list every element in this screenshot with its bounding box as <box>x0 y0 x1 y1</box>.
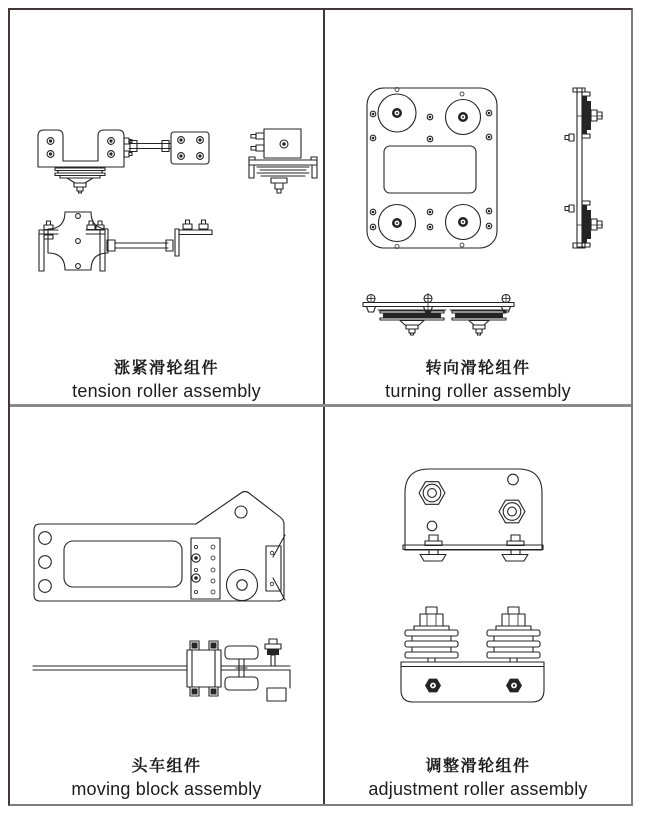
moving-block-assembly-drawing <box>33 492 290 702</box>
caption-moving-block <box>10 758 323 800</box>
moving-block-label-en: moving block assembly <box>71 779 262 800</box>
turning-roller-label-zh: 转向滑轮组件 <box>425 360 531 377</box>
adjustment-roller-label-en: adjustment roller assembly <box>368 779 588 800</box>
turning-roller-plate-view <box>367 88 497 249</box>
moving-block-label-zh: 头车组件 <box>131 758 202 775</box>
caption-turning-roller <box>325 360 631 402</box>
tension-roller-assembly-drawing <box>38 129 317 271</box>
moving-block-top-view <box>34 492 285 602</box>
tension-roller-label-en: tension roller assembly <box>72 381 261 402</box>
adjustment-roller-bottom-view <box>401 607 544 702</box>
moving-block-bottom-view <box>33 639 290 701</box>
turning-roller-side-view <box>565 88 603 248</box>
roller-hubs <box>392 108 468 228</box>
caption-adjustment-roller <box>325 758 631 800</box>
caption-tension-roller <box>10 360 323 402</box>
tension-roller-side-view <box>249 129 317 193</box>
turning-roller-bottom-view <box>363 293 514 335</box>
turning-roller-label-en: turning roller assembly <box>385 381 571 402</box>
hanging-pulleys <box>378 310 508 335</box>
bar-bolts <box>367 295 511 313</box>
tension-roller-label-zh: 涨紧滑轮组件 <box>113 360 219 377</box>
adjustment-roller-assembly-drawing <box>401 469 544 702</box>
tension-roller-bottom-view <box>39 212 212 271</box>
plate-bolt-holes <box>370 110 492 230</box>
turning-roller-assembly-drawing <box>363 88 603 336</box>
tension-roller-front-view <box>38 130 209 193</box>
adjustment-roller-label-zh: 调整滑轮组件 <box>425 758 531 775</box>
adjustment-roller-front-view <box>403 469 543 561</box>
tension-roller-pulley <box>55 168 105 193</box>
